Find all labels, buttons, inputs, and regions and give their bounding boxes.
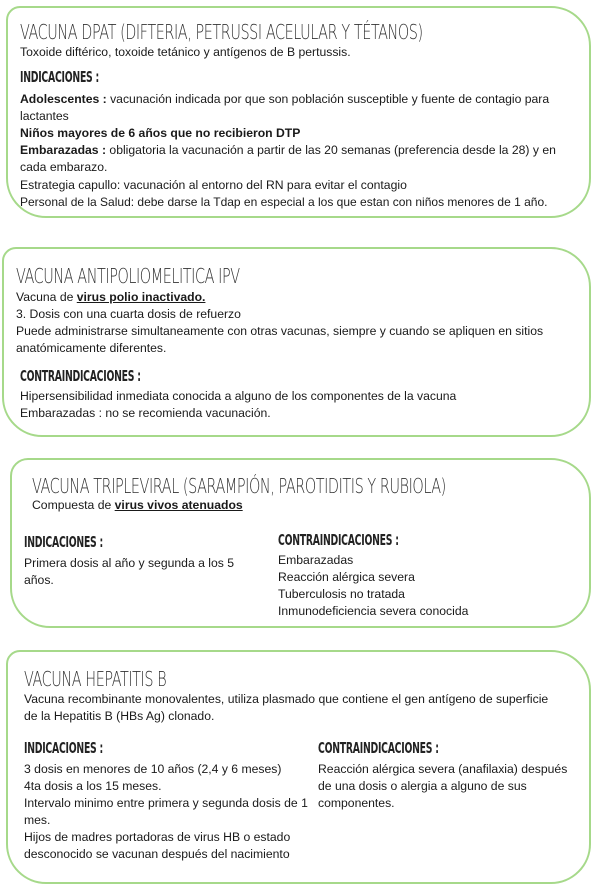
dpat-adolescents [20, 91, 582, 125]
ipv-doses: 3. Dosis con una cuarta dosis de refuerzo [16, 307, 241, 321]
dpat-pregnant-text: obligatoria la vacunación a partir de las 20 semanas (preferencia desde la 28) y en cada embarazo. [20, 143, 556, 175]
tripleviral-indications-heading: INDICACIONES : [24, 533, 103, 551]
hepb-intro: Vacuna recombinante monovalentes, utiliza plasmado que contiene el gen antígeno de superficie de la Hepatitis B (HBs Ag) clonado. [24, 692, 549, 724]
dpat-adolescents-label: Adolescentes : [20, 92, 107, 106]
dpat-indications-heading: INDICACIONES : [20, 68, 99, 86]
ipv-simultaneous: Puede administrarse simultaneamente con otras vacunas, siempre y cuando se apliquen en sitios anatómicamente diferentes. [16, 324, 544, 356]
tripleviral-contra-item: Reacción alérgica severa [278, 570, 415, 584]
ipv-intro [16, 289, 576, 306]
hepb-indication-3: Intervalo minimo entre primera y segunda dosis de 1 mes. [24, 796, 308, 828]
tripleviral-title: VACUNA TRIPLEVIRAL (SARAMPIÓN, PAROTIDITIS Y RUBIOLA) [32, 474, 446, 498]
dpat-health-staff: Personal de la Salud: debe darse la Tdap en especial a los que estan con niños menores de 1 año. [20, 195, 548, 209]
dpat-pregnant-label: Embarazadas : [20, 143, 107, 157]
hepb-indication-1: 3 dosis en menores de 10 años (2,4 y 6 meses) [24, 762, 282, 776]
tripleviral-intro-bold: virus vivos atenuados [114, 498, 243, 512]
ipv-intro-prefix: Vacuna de [16, 290, 77, 304]
dpat-adolescents-text: vacunación indicada por que son población susceptible y fuente de contagio para lactantes [20, 92, 550, 124]
ipv-intro-bold: virus polio inactivado. [76, 290, 206, 304]
tripleviral-indications-text: Primera dosis al año y segunda a los 5 años. [24, 556, 235, 588]
tripleviral-contra-item: Inmunodeficiencia severa conocida [278, 604, 469, 618]
tripleviral-contra-item: Embarazadas [278, 553, 354, 567]
hepb-indication-2: 4ta dosis a los 15 meses. [24, 779, 162, 793]
hepb-contra-heading: CONTRAINDICACIONES : [318, 739, 439, 757]
tripleviral-contra-item: Tuberculosis no tratada [278, 587, 405, 601]
dpat-cocoon: Estrategia capullo: vacunación al entorno del RN para evitar el contagio [20, 178, 407, 192]
tripleviral-intro [32, 497, 572, 514]
ipv-contra-heading: CONTRAINDICACIONES : [20, 367, 141, 385]
dpat-pregnant [20, 142, 582, 176]
tripleviral-contra-heading: CONTRAINDICACIONES : [278, 531, 399, 549]
dpat-children: Niños mayores de 6 años que no recibieron DTP [20, 126, 301, 140]
hepb-indication-4: Hijos de madres portadoras de virus HB o estado desconocido se vacunan después del nacimiento [24, 830, 291, 862]
hepb-contra-text: Reacción alérgica severa (anafilaxia) después de una dosis o alergia a alguno de sus componentes. [318, 762, 568, 811]
ipv-title: VACUNA ANTIPOLIOMELITICA IPV [16, 264, 240, 288]
hepb-title: VACUNA HEPATITIS B [24, 667, 167, 691]
dpat-title: VACUNA DPAT (DIFTERIA, PETRUSSI ACELULAR Y TÉTANOS) [20, 20, 423, 44]
dpat-subtitle: Toxoide diftérico, toxoide tetánico y antígenos de B pertussis. [20, 45, 351, 59]
ipv-contra-1: Hipersensibilidad inmediata conocida a alguno de los componentes de la vacuna [20, 389, 457, 403]
hepb-indications-heading: INDICACIONES : [24, 739, 103, 757]
tripleviral-intro-prefix: Compuesta de [32, 498, 115, 512]
ipv-contra-2: Embarazadas : no se recomienda vacunación. [20, 406, 271, 420]
